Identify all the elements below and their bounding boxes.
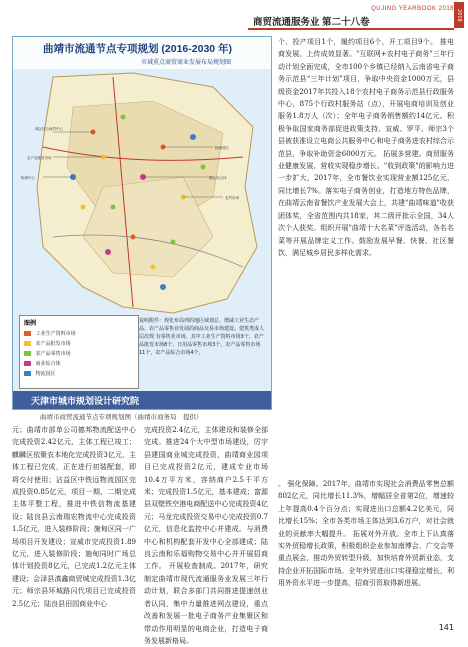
header-rule — [248, 28, 454, 30]
svg-text:农产品批发市场: 农产品批发市场 — [27, 156, 52, 160]
map-footer-text: 天津市城市规划设计研究院 — [31, 397, 140, 407]
svg-text:农贸市场: 农贸市场 — [225, 196, 239, 200]
page-header — [0, 0, 468, 32]
legend-item — [24, 370, 56, 377]
legend-item — [24, 330, 76, 337]
legend-label: 农产品零售市场 — [35, 351, 71, 357]
svg-text:物流中心: 物流中心 — [21, 176, 35, 180]
svg-text:城区综合商贸中心: 城区综合商贸中心 — [35, 127, 63, 131]
legend-swatch — [24, 371, 31, 376]
legend-label: 商业综合体 — [35, 361, 61, 367]
legend-item — [24, 360, 61, 367]
legend-swatch — [24, 351, 31, 356]
legend-label: 农产品批发市场 — [35, 341, 71, 347]
legend-swatch — [24, 341, 31, 346]
legend-swatch — [24, 331, 31, 336]
map-subtitle: 市域重点商贸商业发展布局规划图 — [141, 59, 232, 66]
planning-map — [12, 36, 272, 410]
yearbook-brand: QUJING YEARBOOK 2018 — [371, 6, 454, 12]
svg-text:物流园区: 物流园区 — [215, 146, 229, 150]
map-title: 曲靖市流通节点专项规划 (2016-2030 年) — [43, 43, 233, 55]
legend-label: 物流园区 — [35, 371, 56, 377]
legend-title: 图例 — [24, 320, 37, 327]
legend-label: 工业生产资料市场 — [35, 331, 76, 337]
legend-item — [24, 340, 71, 347]
text-column-right-lower: 。 强化保障。2017年，曲靖市实现社会消费品零售总额802亿元，同比增长11.3%，增幅居全省第2位，增速较上年提高0.4个百分点；实现进出口总额4.2亿美元，同比增长15%；全市各类市场主体达到3.6万户，对社会就业的贡献率大幅提升。 拓展对外开放。全市上下认真落实外贸稳增长政策，积极组织企业参加南博会、广交会等重点展会，推动外贸转型升级，加快培育外贸新业态，支持企业开拓国际市场。全年外贸进出口实现稳定增长，利用外资水平进一步提高，招商引资取得新进展。 — [278, 480, 454, 588]
text-column-left: 元；曲靖市部单公司德邦物流配送中心完成投资2.42亿元，主体工程已竣工；麒麟区依聚农本地化完成投资3亿元，主体工程已完成，正在进行初装配套，即将交付使用；沾益区中铁远物流园区完成投资0.85亿元，项目一期、二期完成主体平整工程，推进中铁信物流基建设；陆良县云南瑞宏物流中心完成投资1.5亿元，进入装修阶段；施甸区同一广场项目开发建设；宣威市完成投资1.89亿元，进入装修阶段；施甸同时广场总体计划投资8亿元，已完成1.2亿元主体建设；会泽县滇鑫商贸城完成投资1.3亿元；师宗县环城路闪代项目已完成投资2.5亿元；陆良县田园商业中心 — [12, 426, 136, 608]
map-note: 说明附件：规化布局列的地区域划总。增减工业生态产品、农产品零售业发展的商品交易市场建设。建筑类成人层次规 有零售业市场、其中工业生产资料市场3个、农产品批发市场8个、日用品零售市场3个，农产品零售市场11个，农产品综合市场4个。 — [139, 318, 265, 356]
figure-caption: 曲靖市商贸流通节点专项规划图（曲靖市商务局 提供） — [40, 413, 203, 421]
text-column-middle: 完成投资2.4亿元，主体建设和装修全部完成。推进24个大中型市场建设，厉宇县建国商业城完成投资，曲靖商业园项目已完成投资2亿元，建成专业市场10.4万平方米，容纳商户2.5千平方米；完成投资1.5亿元，基本建成；富源县双壁铁空港电商配送中心完成投资4亿元；马龙完成投资交易中心完成投资0.7亿元，信息化监控中心并建成。与消费中心和机构配套开发中心全部建成；陆良云南和乐福购物交易中心并开展招商工作。 开展检查制成。2017年，研究制定曲靖市现代流通服务业发展三年行动计划，联合多部门共同推进提速创业者认同，集中力量推进网点建设，重点改善和发展一批电子商务产业集聚区和带动作用明显的电商企业，打造电子商务发展新格局。 — [144, 426, 268, 645]
map-legend — [19, 315, 139, 389]
page-number: 141 — [438, 623, 454, 632]
chapter-label: 第二十八卷 — [322, 17, 370, 28]
legend-item — [24, 350, 71, 357]
map-footer — [13, 391, 271, 409]
section-title: 商贸流通服务业 — [253, 17, 320, 28]
svg-text:商业综合体: 商业综合体 — [209, 176, 227, 180]
year-tab: 2018 — [454, 2, 464, 28]
text-column-right: 个、投产项目1个，履约项目6个，开工项目9个。 推电商发展。上传成效显著。"互联网+农村电子商务"三年行动计划全面完成，全市100个乡镇已经纳入云南省电子商务示范县“三年计划”项目，争取中央资金1000万元，县级资金2017年共投入18个农村电子商务示范县行政服务中心，875个行政村服务站（点），开展电商培训及创业服务1.8万人（次）；全年电子商务销售额约14亿元。积极争取国家商务部促进政策支持、宣威、罗平、师宗3个县被获准设立电商公共服务中心和电子商务进农村综合示范县，争取补助资金6000万元。 拓展多营建。商贸服务业健康发展、营收实现稳步增长。"收到政策"的影响力进一步扩大，2017年，全市餐饮业实现营业额125亿元，同比增长7%。落实电子商务创业，打造地方特色品牌，在曲靖云南省餐饮产业发展大会上，共建"曲靖味道"收获团体奖，全省范围内共18家，其二级评批示全国，34人次个人获奖。组织开展"曲靖十大名菜"评选活动，各名名菜等开展品牌定义工作。鼓励发展早餐、快餐、社区餐饮，满足城乡居民多样化需求。 — [278, 38, 454, 257]
legend-swatch — [24, 361, 31, 366]
